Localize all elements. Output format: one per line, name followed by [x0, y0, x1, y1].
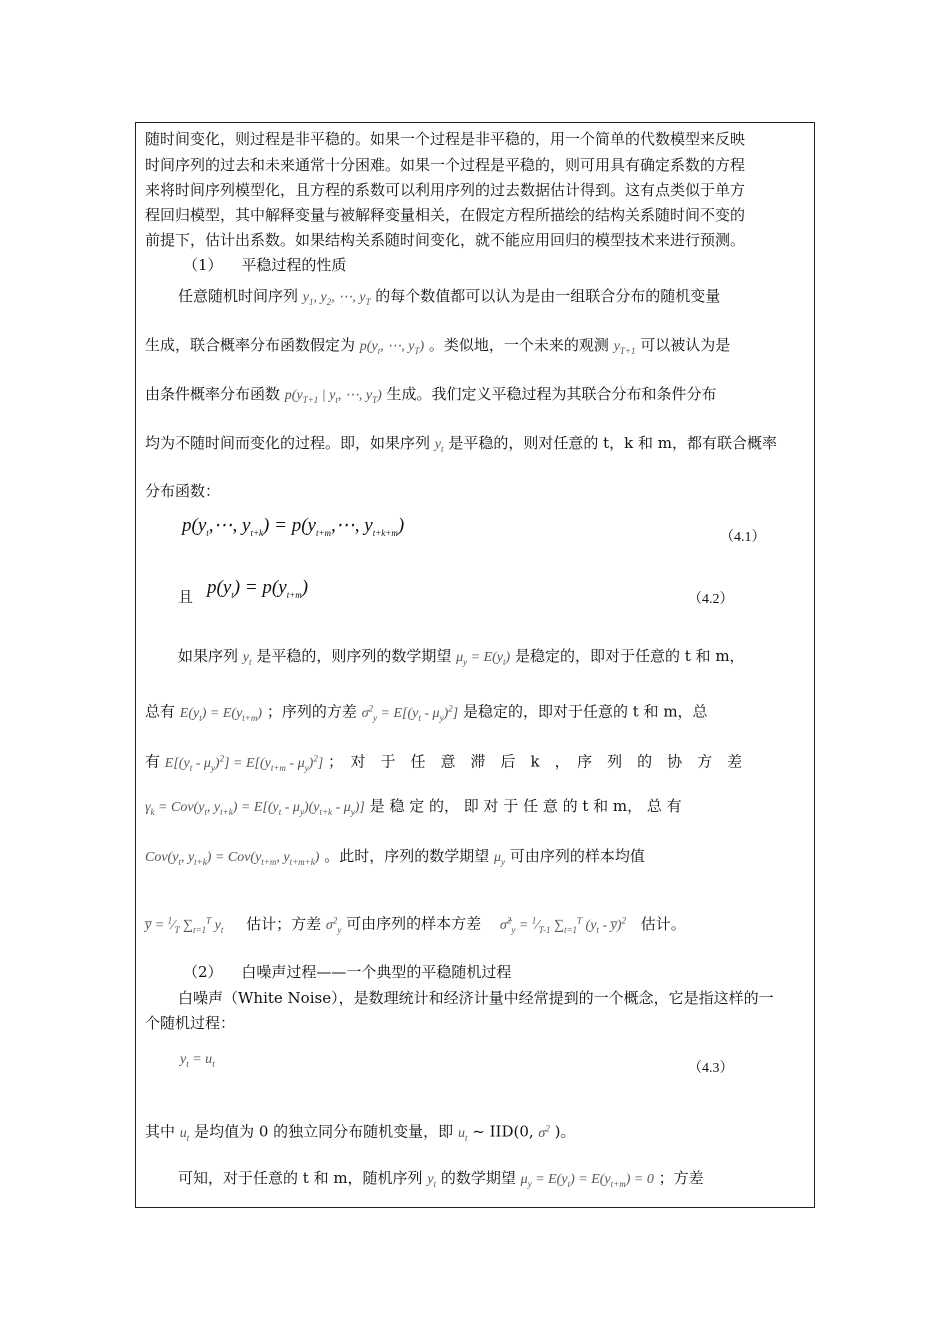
formula-joint-pdf: $p(y_t$, ⋯, $y_T$) — [359, 339, 425, 356]
s2-line-2 — [145, 698, 708, 727]
s1-text-d: 。类似地，一个未来的观测 — [428, 336, 609, 354]
s1-text-h: 均为不随时间而变化的过程。即，如果序列 — [145, 434, 431, 452]
s2-text-l: 估计；方差 — [246, 914, 322, 933]
equation-4-2-prefix: 且 — [178, 588, 194, 606]
s2-text-n: 估计。 — [640, 914, 686, 933]
s2-line-6 — [145, 900, 686, 940]
section-1-title: 平稳过程的性质 — [241, 256, 347, 274]
equation-4-3: $y_t = u_t$ — [180, 1052, 215, 1069]
section-1-number: （1） — [183, 256, 223, 274]
s1-text-e: 可以被认为是 — [640, 336, 731, 354]
s4-line-1 — [145, 1118, 575, 1147]
section-2-heading — [183, 962, 511, 982]
s1-text-f: 由条件概率分布函数 — [145, 385, 281, 403]
s1-text-b: 的每个数值都可以认为是由一组联合分布的随机变量 — [375, 287, 721, 305]
s4-text-c: ~ IID(0, — [472, 1122, 539, 1141]
formula-variance-equal: $E[(y_t - \mu_y)^2] = E[(y_{t+m} - \mu_y)^2]$ — [164, 753, 324, 773]
s2-text-h: ； 对 于 任 意 滞 后 k ， 序 列 的 协 方 差 — [328, 752, 743, 771]
s1-line-3 — [145, 384, 717, 410]
s4-text-d: )。 — [554, 1122, 576, 1141]
intro-line-5: 前提下，估计出系数。如果结构关系随时间变化，就不能应用回归的模型技术来进行预测。 — [145, 231, 746, 249]
s2-text-b: 是平稳的，则序列的数学期望 — [256, 647, 452, 665]
s2-line-5 — [145, 846, 645, 872]
section-1-heading — [183, 255, 346, 275]
section-2-title: 白噪声过程——一个典型的平稳随机过程 — [241, 963, 512, 981]
equation-4-2-number: （4.2） — [688, 592, 734, 607]
s2-text-e: ；序列的方差 — [266, 702, 357, 721]
s1-text-c: 生成，联合概率分布函数假定为 — [145, 336, 356, 354]
formula-y-sequence: $y_1$, $y_2$, ⋯, $y_T$ — [302, 290, 371, 307]
s1-text-i: 是平稳的，则对任意的 t，k 和 m，都有联合概率 — [448, 434, 777, 452]
formula-mean-mu: $\mu_y = E(y_t)$ — [456, 650, 511, 667]
s1-line-2 — [145, 335, 730, 361]
s1-line-4 — [145, 433, 777, 459]
formula-variance: $\sigma^2_y = E[(y_t - \mu_y)^2]$ — [361, 703, 459, 723]
s2-text-g: 有 — [145, 752, 161, 771]
equation-4-1: $p(y_t,\cdots$, $y_{t+k}$) = $p(y_{t+m},\cdots$, $y_{t+k+m}$) — [182, 515, 405, 538]
formula-covariance-equal: $Cov(y_t$, $y_{t+k}) = Cov(y_{t+m}$, $y_{t+m+k}$) — [145, 850, 320, 867]
formula-mean-equal: $E(y_t) = E(y_{t+m})$ — [179, 705, 263, 723]
s2-text-c: 是稳定的，即对于任意的 t 和 m， — [514, 647, 745, 665]
s2-text-i: 是 稳 定 的， 即 对 于 任 意 的 t 和 m， 总 有 — [369, 797, 682, 815]
formula-sigma-sq-2: $\sigma^2$ — [538, 1123, 550, 1141]
formula-covariance: $\gamma_k = Cov(y_t$, $y_{t+k}) = E[(y_t - \mu_y)(y_{t+k} - \mu_y)]$ — [145, 800, 365, 817]
s1-line-5: 分布函数： — [145, 482, 221, 500]
equation-4-1-number: （4.1） — [720, 530, 766, 545]
section-2-number: （2） — [183, 963, 223, 981]
formula-mu-y: $\mu_y$ — [494, 850, 506, 867]
s4-text-e: 可知，对于任意的 t 和 m，随机序列 — [178, 1169, 423, 1187]
formula-white-noise-mean: $\mu_y = E(y_t) = E(y_{t+m}) = 0$ — [520, 1172, 654, 1189]
formula-u-t: $u_t$ — [179, 1125, 190, 1143]
equation-4-2: $p(y_t) = p(y_{t+m})$ — [207, 577, 309, 600]
s4-text-f: 的数学期望 — [440, 1169, 516, 1187]
intro-line-1: 随时间变化，则过程是非平稳的。如果一个过程是非平稳的，用一个简单的代数模型来反映 — [145, 130, 746, 148]
s2-text-d: 总有 — [145, 702, 176, 721]
formula-y-t: $y_t$ — [434, 437, 444, 454]
formula-sample-variance: σ̂$^2_y$ = $^1⁄_{T-1}$ $\sum_{t=1}^T$ ($y_t$ - y̅)$^2$ — [499, 915, 626, 935]
formula-y-t-plus-1: $y_{T+1}$ — [613, 339, 636, 356]
s3-line-1: 白噪声（White Noise），是数理统计和经济计量中经常提到的一个概念，它是指这样的一 — [178, 989, 774, 1007]
s2-line-1 — [178, 646, 745, 672]
s2-text-a: 如果序列 — [178, 647, 239, 665]
formula-u-t-2: $u_t$ — [457, 1125, 468, 1143]
formula-y-t-2: $y_t$ — [242, 650, 252, 667]
formula-sample-mean: y̅ = $^1⁄_T$ $\sum_{t=1}^T$ $y_t$ — [145, 915, 224, 935]
s4-text-g: ；方差 — [658, 1169, 704, 1187]
s1-text-a: 任意随机时间序列 — [178, 287, 299, 305]
formula-sigma-sq: $\sigma^2_y$ — [325, 915, 342, 935]
intro-line-3: 来将时间序列模型化，且方程的系数可以利用序列的过去数据估计得到。这有点类似于单方 — [145, 181, 746, 199]
s2-text-k: 可由序列的样本均值 — [509, 847, 645, 865]
intro-line-2: 时间序列的过去和未来通常十分困难。如果一个过程是平稳的，则可用具有确定系数的方程 — [145, 156, 746, 174]
formula-y-t-3: $y_t$ — [427, 1172, 437, 1189]
s4-line-2 — [178, 1168, 704, 1194]
s2-text-j: 。此时，序列的数学期望 — [324, 847, 490, 865]
equation-4-3-number: （4.3） — [688, 1061, 734, 1076]
s2-text-f: 是稳定的，即对于任意的 t 和 m，总 — [462, 702, 708, 721]
s2-line-4 — [145, 796, 682, 822]
s4-text-b: 是均值为 0 的独立同分布随机变量，即 — [194, 1122, 454, 1141]
s3-line-2: 个随机过程： — [145, 1014, 236, 1032]
s2-text-m: 可由序列的样本方差 — [346, 914, 482, 933]
s1-line-1 — [178, 286, 720, 312]
intro-line-4: 程回归模型，其中解释变量与被解释变量相关，在假定方程所描绘的结构关系随时间不变的 — [145, 206, 746, 224]
s2-line-3 — [145, 748, 742, 777]
s4-text-a: 其中 — [145, 1122, 176, 1141]
s1-text-g: 生成。我们定义平稳过程为其联合分布和条件分布 — [386, 385, 717, 403]
formula-conditional-pdf: $p(y_{T+1}$ | $y_t$, ⋯, $y_T$) — [284, 388, 382, 405]
